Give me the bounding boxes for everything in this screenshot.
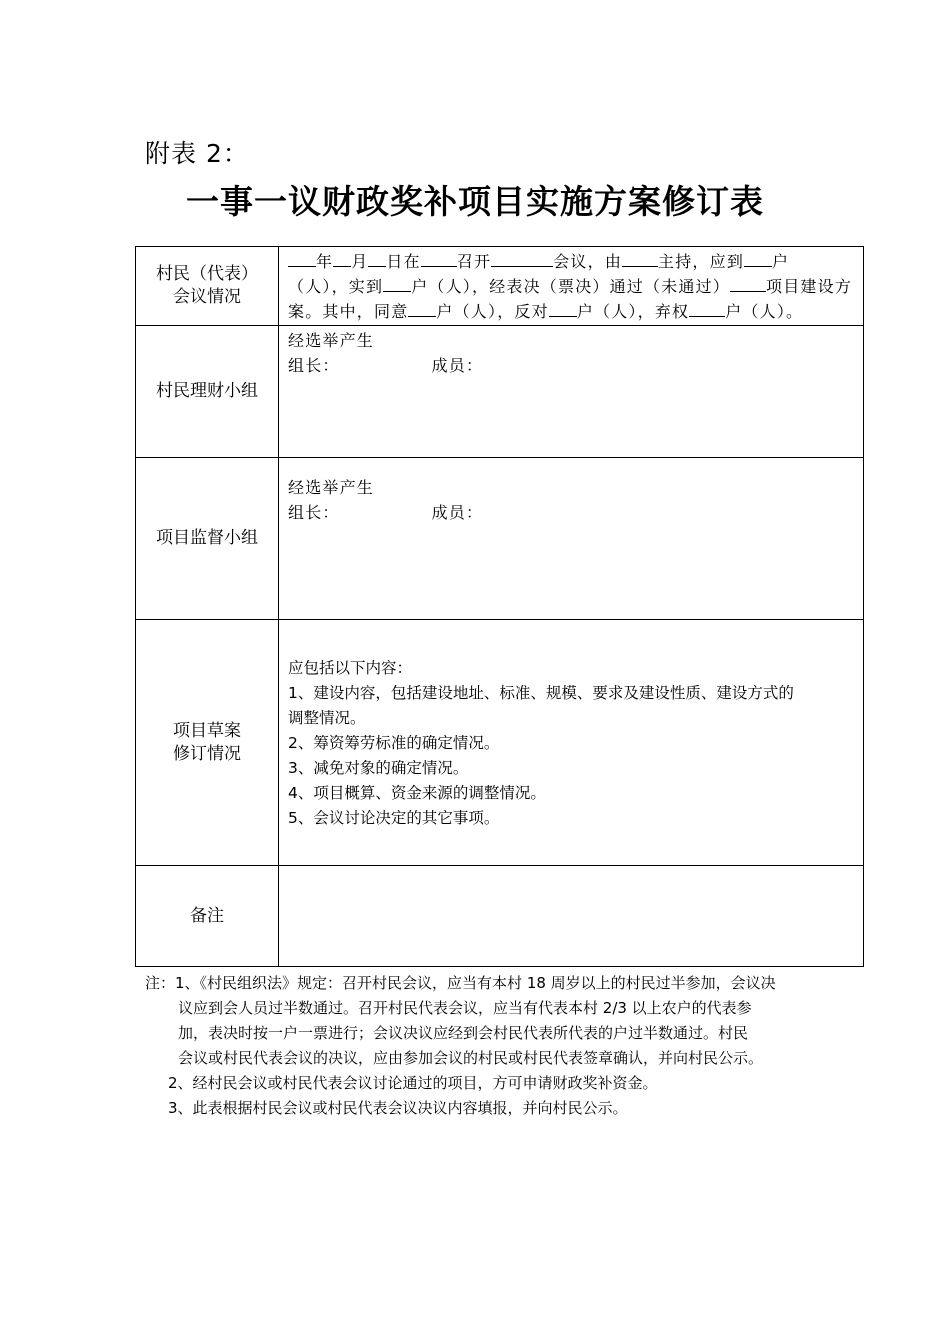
text-agree: 案。其中，同意	[288, 302, 409, 321]
finance-leader-line	[288, 353, 853, 378]
blank-day[interactable]	[368, 249, 386, 267]
row-meeting	[136, 247, 864, 326]
revision-item-1-cont: 调整情况。	[288, 709, 366, 727]
label-meeting-line2: 会议情况	[173, 287, 241, 307]
document-title: 一事一议财政奖补项目实施方案修订表	[186, 182, 764, 221]
blank-meeting-type[interactable]	[491, 249, 553, 267]
text-abstain: 户（人），弃权	[576, 302, 690, 321]
text-vote-result: 户（人），经表决（票决）通过（未通过）	[411, 277, 731, 296]
meeting-text	[288, 249, 853, 324]
note-1-cont-a: 议应到会人员过半数通过。召开村民代表会议，应当有代表本村 2/3 以上农户的代表参	[178, 999, 752, 1017]
blank-expected[interactable]	[744, 249, 772, 267]
revision-item-4: 4、项目概算、资金来源的调整情况。	[288, 784, 546, 802]
supervision-leader-line	[288, 500, 853, 525]
row-supervision-group	[136, 458, 864, 620]
text-end: 户（人）。	[725, 302, 804, 321]
blank-host[interactable]	[622, 249, 658, 267]
text-oppose: 户（人），反对	[436, 302, 549, 321]
note-3: 3、此表根据村民会议或村民代表会议决议内容填报，并向村民公示。	[168, 1099, 628, 1117]
blank-year[interactable]	[288, 249, 316, 267]
blank-agree[interactable]	[408, 299, 436, 317]
remarks-content[interactable]	[279, 866, 864, 967]
note-1: 注：1、《村民组织法》规定：召开村民会议，应当有本村 18 周岁以上的村民过半参加，会议决	[145, 974, 776, 992]
text-meeting-by: 会议，由	[553, 252, 623, 271]
revision-item-3: 3、减免对象的确定情况。	[288, 759, 469, 777]
row-remarks	[136, 866, 864, 967]
blank-oppose[interactable]	[549, 299, 577, 317]
blank-month[interactable]	[333, 249, 351, 267]
text-project-plan: 项目建设方	[766, 277, 853, 296]
supervision-leader-label: 组长：	[288, 503, 340, 522]
text-day-at: 日在	[386, 252, 421, 271]
label-revision-line2: 修订情况	[173, 743, 241, 764]
finance-group-content	[279, 326, 864, 458]
appendix-label: 附表 2：	[145, 139, 249, 168]
text-household: 户	[772, 252, 790, 271]
text-year: 年	[316, 252, 334, 271]
note-1-cont-c: 会议或村民代表会议的决议，应由参加会议的村民或村民代表签章确认，并向村民公示。	[178, 1049, 764, 1067]
text-convene: 召开	[456, 252, 492, 271]
label-supervision-group: 项目监督小组	[136, 458, 279, 620]
text-host-expected: 主持，应到	[658, 252, 745, 271]
row-finance-group	[136, 326, 864, 458]
revision-item-1: 1、建设内容，包括建设地址、标准、规模、要求及建设性质、建设方式的	[288, 684, 794, 702]
revision-item-5: 5、会议讨论决定的其它事项。	[288, 809, 500, 827]
finance-elected: 经选举产生	[288, 331, 375, 350]
finance-members-label: 成员：	[431, 356, 484, 375]
blank-project[interactable]	[730, 274, 766, 292]
blank-present[interactable]	[383, 274, 411, 292]
revision-form-table	[135, 246, 864, 967]
supervision-group-content	[279, 458, 864, 620]
blank-place[interactable]	[421, 249, 457, 267]
label-meeting-line1: 村民（代表）	[156, 264, 258, 284]
note-1-cont-b: 加，表决时按一户一票进行；会议决议应经到会村民代表所代表的户过半数通过。村民	[178, 1024, 749, 1042]
footnotes	[145, 971, 835, 1121]
label-meeting	[136, 247, 279, 326]
revision-list	[288, 622, 853, 831]
text-present: （人），实到	[288, 277, 384, 296]
label-finance-group: 村民理财小组	[136, 326, 279, 458]
label-remarks: 备注	[136, 866, 279, 967]
revision-item-2: 2、筹资筹劳标准的确定情况。	[288, 734, 500, 752]
supervision-elected: 经选举产生	[288, 478, 375, 497]
revision-intro: 应包括以下内容：	[288, 659, 413, 677]
meeting-content	[279, 247, 864, 326]
finance-leader-label: 组长：	[288, 356, 340, 375]
label-revision-line1: 项目草案	[173, 720, 241, 741]
blank-abstain[interactable]	[689, 299, 725, 317]
supervision-members-label: 成员：	[431, 503, 484, 522]
row-revision	[136, 620, 864, 866]
text-month: 月	[351, 252, 369, 271]
revision-content	[279, 620, 864, 866]
label-revision	[136, 620, 279, 866]
note-2: 2、经村民会议或村民代表会议讨论通过的项目，方可申请财政奖补资金。	[168, 1074, 658, 1092]
